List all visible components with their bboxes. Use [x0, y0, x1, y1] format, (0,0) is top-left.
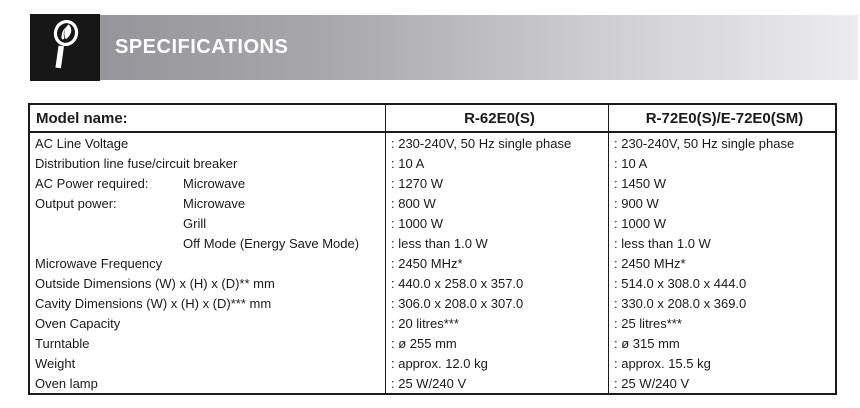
- model-column-r62e0: R-62E0(S): [386, 105, 609, 131]
- spec-value-r72e0: : ø 315 mm: [614, 335, 680, 351]
- spec-label-cell: [30, 173, 386, 193]
- spec-value-r62e0: : less than 1.0 W: [386, 233, 609, 253]
- spec-value-r62e0: : 1270 W: [386, 173, 609, 193]
- spec-sublabel: Grill: [183, 215, 207, 231]
- spec-value-r72e0: : 1000 W: [614, 215, 667, 231]
- spec-label-cell: [30, 373, 386, 393]
- spec-value-r62e0: : 1000 W: [386, 213, 609, 233]
- spec-label: Oven lamp: [35, 375, 98, 391]
- spec-value-r62e0: : 20 litres***: [386, 313, 609, 333]
- spec-row: [30, 353, 835, 373]
- header-icon-box: [30, 14, 100, 81]
- spec-label-cell: [30, 133, 386, 153]
- spec-value-r62e0: : 306.0 x 208.0 x 307.0: [386, 293, 609, 313]
- spec-row: [30, 253, 835, 273]
- spec-label-cell: [30, 193, 386, 213]
- spec-row: [30, 173, 835, 193]
- spec-label: Oven Capacity: [35, 315, 121, 331]
- model-column-r72e0: R-72E0(S)/E-72E0(SM): [645, 109, 804, 127]
- spec-value-r62e0: : 2450 MHz*: [386, 253, 609, 273]
- spec-row: [30, 133, 835, 153]
- spec-value-r62e0: : ø 255 mm: [386, 333, 609, 353]
- spec-row: [30, 333, 835, 353]
- spec-row: [30, 373, 835, 393]
- spec-value-r72e0: : approx. 15.5 kg: [614, 355, 711, 371]
- spec-label-cell: [30, 253, 386, 273]
- model-name-label: Model name:: [30, 105, 386, 131]
- spec-value-r62e0: : 440.0 x 258.0 x 357.0: [386, 273, 609, 293]
- spec-row: [30, 233, 835, 253]
- spec-row: [30, 273, 835, 293]
- spec-label: Turntable: [35, 335, 90, 351]
- spec-label: Distribution line fuse/circuit breaker: [35, 155, 238, 171]
- spec-row: [30, 213, 835, 233]
- title-bar: [100, 15, 858, 80]
- page-title: SPECIFICATIONS: [115, 36, 289, 58]
- spec-value-r72e0: : 25 litres***: [614, 315, 682, 331]
- section-header: [0, 14, 860, 81]
- table-body: [30, 133, 835, 393]
- spec-row: [30, 153, 835, 173]
- spec-label-cell: [30, 353, 386, 373]
- spec-label: Cavity Dimensions (W) x (H) x (D)*** mm: [35, 295, 272, 311]
- spec-label: AC Power required:: [35, 175, 149, 191]
- spec-row: [30, 313, 835, 333]
- spec-label: Output power:: [35, 195, 117, 211]
- spec-value-r72e0: : 2450 MHz*: [614, 255, 686, 271]
- spec-label: AC Line Voltage: [35, 135, 129, 151]
- spec-value-r62e0: : 800 W: [386, 193, 609, 213]
- spec-row: [30, 293, 835, 313]
- spec-value-r72e0: : 900 W: [614, 195, 659, 211]
- spec-label-cell: [30, 273, 386, 293]
- table-header-row: [30, 105, 835, 133]
- spec-label: Weight: [35, 355, 76, 371]
- spec-label-cell: [30, 333, 386, 353]
- spec-label-cell: [30, 293, 386, 313]
- spec-value-r62e0: : approx. 12.0 kg: [386, 353, 609, 373]
- spec-label-cell: [30, 313, 386, 333]
- specifications-table: [28, 103, 837, 395]
- spec-label-cell: [30, 233, 386, 253]
- spec-value-r62e0: : 10 A: [386, 153, 609, 173]
- spec-label-cell: [30, 153, 386, 173]
- spec-value-r72e0: : 230-240V, 50 Hz single phase: [614, 135, 795, 151]
- spec-row: [30, 193, 835, 213]
- spec-value-r62e0: : 25 W/240 V: [386, 373, 609, 393]
- spec-sublabel: Off Mode (Energy Save Mode): [183, 235, 360, 251]
- spec-sublabel: Microwave: [183, 195, 246, 211]
- spec-value-r72e0: : 10 A: [614, 155, 648, 171]
- spec-value-r72e0: : 1450 W: [614, 175, 667, 191]
- spec-label: Microwave Frequency: [35, 255, 163, 271]
- spec-value-r72e0: : 25 W/240 V: [614, 375, 690, 391]
- spec-value-r72e0: : less than 1.0 W: [614, 235, 711, 251]
- spec-label-cell: [30, 213, 386, 233]
- spec-label: Outside Dimensions (W) x (H) x (D)** mm: [35, 275, 275, 291]
- spec-sublabel: Microwave: [183, 175, 246, 191]
- spec-value-r72e0: : 330.0 x 208.0 x 369.0: [614, 295, 747, 311]
- magnifier-icon: [39, 18, 91, 77]
- spec-value-r62e0: : 230-240V, 50 Hz single phase: [386, 133, 609, 153]
- spec-value-r72e0: : 514.0 x 308.0 x 444.0: [614, 275, 747, 291]
